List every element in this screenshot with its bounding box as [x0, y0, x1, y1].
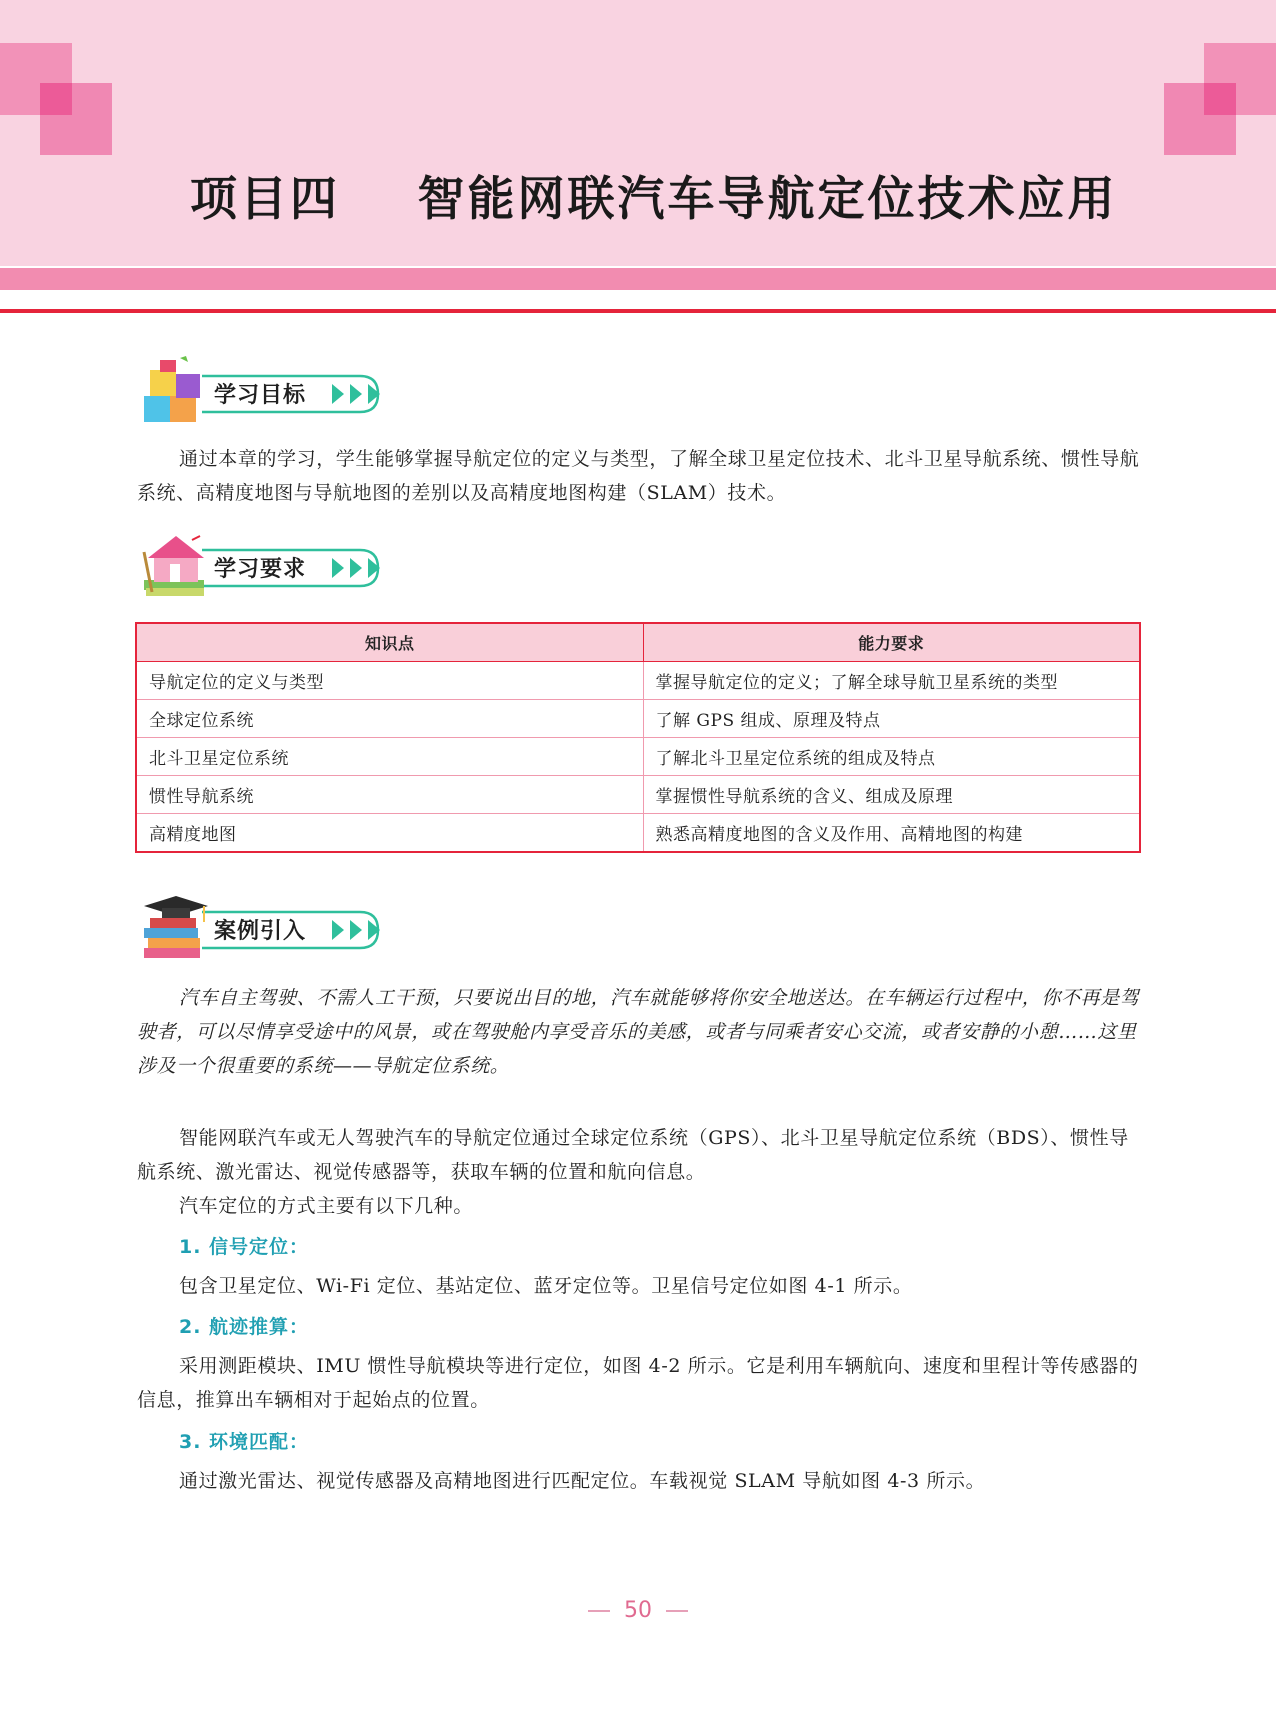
table-row — [136, 814, 1140, 853]
table-cell: 北斗卫星定位系统 — [136, 738, 643, 776]
method-heading-dead-reckoning: 2. 航迹推算： — [179, 1316, 310, 1338]
section-heading-requirements — [140, 530, 400, 594]
arrows-icon — [330, 918, 384, 942]
table-header-ability: 能力要求 — [643, 623, 1140, 662]
requirements-table — [135, 622, 1141, 853]
graduation-cap-books-icon — [140, 892, 212, 964]
arrows-icon — [330, 382, 384, 406]
section-label: 案例引入 — [214, 919, 307, 944]
decor-square-right-3 — [1204, 83, 1236, 115]
method-text-environment: 通过激光雷达、视觉传感器及高精地图进行匹配定位。车载视觉 SLAM 导航如图 4-3 所示。 — [179, 1470, 986, 1492]
method-heading-environment: 3. 环境匹配： — [179, 1431, 310, 1453]
intro-paragraph: 智能网联汽车或无人驾驶汽车的导航定位通过全球定位系统（GPS）、北斗卫星导航定位系统（BDS）、惯性导航系统、激光雷达、视觉传感器等，获取车辆的位置和航向信息。 — [137, 1127, 1129, 1183]
table-header-row — [136, 623, 1140, 662]
method-text-dead-reckoning: 采用测距模块、IMU 惯性导航模块等进行定位，如图 4-2 所示。它是利用车辆航向、速度和里程计等传感器的信息，推算出车辆相对于起始点的位置。 — [137, 1355, 1139, 1411]
table-row — [136, 738, 1140, 776]
page-number-dash-left — [588, 1610, 610, 1612]
table-cell: 高精度地图 — [136, 814, 643, 853]
methods-intro: 汽车定位的方式主要有以下几种。 — [179, 1195, 474, 1217]
table-cell: 了解北斗卫星定位系统的组成及特点 — [643, 738, 1140, 776]
page-number — [0, 1598, 1276, 1623]
table-row — [136, 776, 1140, 814]
table-header-knowledge: 知识点 — [136, 623, 643, 662]
chapter-header — [0, 0, 1276, 266]
table-cell: 了解 GPS 组成、原理及特点 — [643, 700, 1140, 738]
page-number-dash-right — [666, 1610, 688, 1612]
header-band — [0, 268, 1276, 290]
colorful-blocks-icon — [140, 356, 208, 428]
house-books-icon — [140, 530, 212, 602]
table-row — [136, 662, 1140, 700]
table-cell: 掌握导航定位的定义；了解全球导航卫星系统的类型 — [643, 662, 1140, 700]
page-number-value: 50 — [624, 1598, 652, 1623]
decor-square-left-3 — [40, 83, 72, 115]
section-label: 学习目标 — [214, 383, 307, 408]
table-row — [136, 700, 1140, 738]
goals-paragraph: 通过本章的学习，学生能够掌握导航定位的定义与类型，了解全球卫星定位技术、北斗卫星导航系统、惯性导航系统、高精度地图与导航地图的差别以及高精度地图构建（SLAM）技术。 — [137, 448, 1140, 504]
case-paragraph: 汽车自主驾驶、不需人工干预，只要说出目的地，汽车就能够将你安全地送达。在车辆运行过程中，你不再是驾驶者，可以尽情享受途中的风景，或在驾驶舱内享受音乐的美感，或者与同乘者安心交流，或者安静的小憩……这里涉及一个很重要的系统——导航定位系统。 — [137, 987, 1140, 1077]
section-heading-case — [140, 892, 400, 956]
section-label: 学习要求 — [214, 557, 307, 582]
table-cell: 导航定位的定义与类型 — [136, 662, 643, 700]
table-cell: 熟悉高精度地图的含义及作用、高精地图的构建 — [643, 814, 1140, 853]
method-heading-signal: 1. 信号定位： — [179, 1236, 310, 1258]
table-cell: 惯性导航系统 — [136, 776, 643, 814]
table-cell: 全球定位系统 — [136, 700, 643, 738]
arrows-icon — [330, 556, 384, 580]
header-rule — [0, 309, 1276, 313]
method-text-signal: 包含卫星定位、Wi-Fi 定位、基站定位、蓝牙定位等。卫星信号定位如图 4-1 所示。 — [179, 1275, 913, 1297]
chapter-title: 项目四 智能网联汽车导航定位技术应用 — [190, 172, 1118, 227]
section-heading-goals — [140, 356, 400, 420]
table-cell: 掌握惯性导航系统的含义、组成及原理 — [643, 776, 1140, 814]
